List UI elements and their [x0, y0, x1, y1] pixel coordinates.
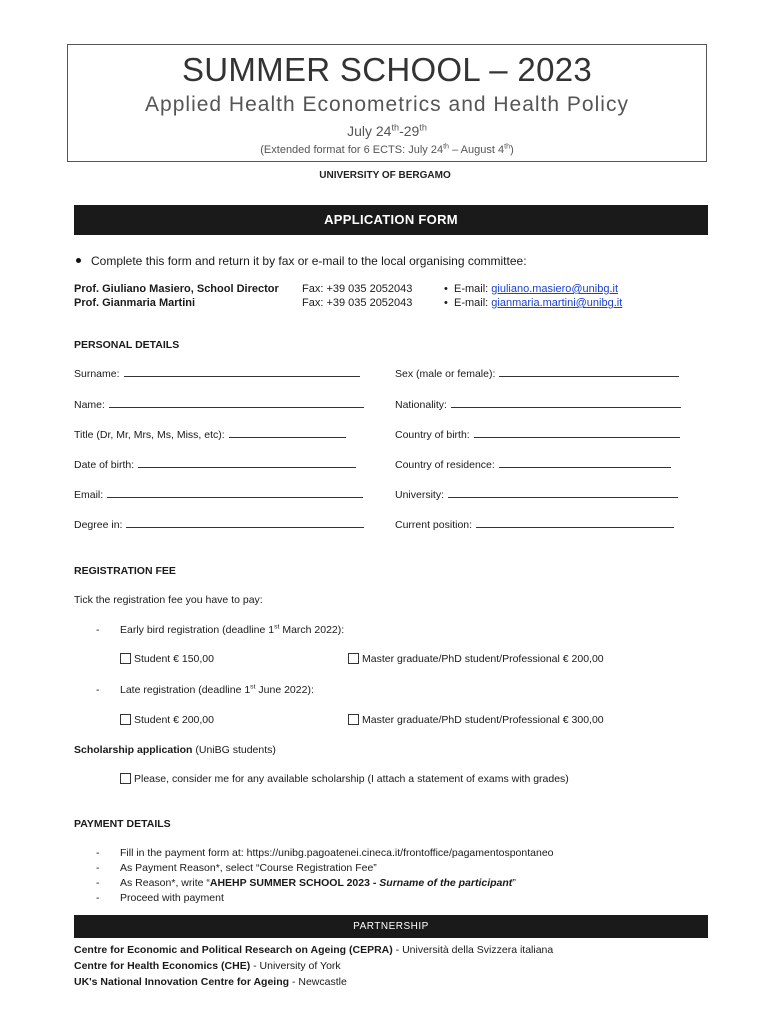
contact-email: • E-mail: gianmaria.martini@unibg.it — [444, 297, 623, 309]
school-dates: July 24th-29th — [347, 122, 427, 139]
surname-field[interactable]: Surname: — [74, 367, 360, 380]
university-name: UNIVERSITY OF BERGAMO — [319, 170, 451, 181]
contact-fax: Fax: +39 035 2052043 — [302, 297, 413, 309]
bullet-icon — [76, 258, 81, 263]
header-box — [67, 44, 707, 162]
early-student-checkbox[interactable]: Student € 150,00 — [120, 653, 214, 665]
scholarship-checkbox[interactable]: Please, consider me for any available scholarship (I attach a statement of exams with grades) — [120, 773, 569, 785]
current-position-field[interactable]: Current position: — [395, 518, 674, 531]
checkbox-icon[interactable] — [120, 773, 131, 784]
payment-step: - As Payment Reason*, select “Course Registration Fee” — [96, 862, 377, 874]
country-of-birth-field[interactable]: Country of birth: — [395, 428, 680, 441]
title-field[interactable]: Title (Dr, Mr, Mrs, Ms, Miss, etc): — [74, 428, 346, 441]
checkbox-icon[interactable] — [120, 653, 131, 664]
early-master-checkbox[interactable]: Master graduate/PhD student/Professional € 200,00 — [348, 653, 604, 665]
partner-item: Centre for Health Economics (CHE) - University of York — [74, 960, 341, 972]
late-master-checkbox[interactable]: Master graduate/PhD student/Professional € 300,00 — [348, 714, 604, 726]
late-registration-label: - Late registration (deadline 1st June 2022): — [96, 683, 314, 696]
contact-name: Prof. Gianmaria Martini — [74, 297, 196, 309]
contact-name: Prof. Giuliano Masiero, School Director — [74, 283, 279, 295]
contact-fax: Fax: +39 035 2052043 — [302, 283, 413, 295]
name-field[interactable]: Name: — [74, 398, 364, 411]
personal-details-heading: PERSONAL DETAILS — [74, 339, 180, 351]
page-subtitle: Applied Health Econometrics and Health Policy — [145, 93, 629, 116]
partner-item: Centre for Economic and Political Research on Ageing (CEPRA) - Università della Svizzera italiana — [74, 944, 554, 956]
checkbox-icon[interactable] — [120, 714, 131, 725]
checkbox-icon[interactable] — [348, 653, 359, 664]
instruction-text: Complete this form and return it by fax or e-mail to the local organising committee: — [74, 254, 527, 268]
partner-item: UK's National Innovation Centre for Ageing - Newcastle — [74, 976, 347, 988]
date-of-birth-field[interactable]: Date of birth: — [74, 458, 356, 471]
university-field[interactable]: University: — [395, 488, 678, 501]
tick-instruction: Tick the registration fee you have to pay: — [74, 594, 263, 606]
partnership-banner: PARTNERSHIP — [74, 915, 708, 938]
payment-step: - As Reason*, write “AHEHP SUMMER SCHOOL 2023 - Surname of the participant” — [96, 877, 516, 889]
degree-field[interactable]: Degree in: — [74, 518, 364, 531]
application-form-banner: APPLICATION FORM — [74, 205, 708, 235]
checkbox-icon[interactable] — [348, 714, 359, 725]
payment-step: - Proceed with payment — [96, 892, 224, 904]
registration-fee-heading: REGISTRATION FEE — [74, 565, 176, 577]
email-field[interactable]: Email: — [74, 488, 363, 501]
scholarship-heading: Scholarship application (UniBG students) — [74, 744, 276, 756]
payment-step: - Fill in the payment form at: https://unibg.pagoatenei.cineca.it/frontoffice/pagamentospontaneo — [96, 847, 554, 859]
early-bird-label: - Early bird registration (deadline 1st March 2022): — [96, 623, 345, 636]
email-link[interactable]: gianmaria.martini@unibg.it — [491, 297, 623, 309]
email-link[interactable]: giuliano.masiero@unibg.it — [491, 283, 619, 295]
page-title: SUMMER SCHOOL – 2023 — [181, 51, 593, 88]
late-student-checkbox[interactable]: Student € 200,00 — [120, 714, 214, 726]
sex-field[interactable]: Sex (male or female): — [395, 367, 679, 380]
extended-format-dates: (Extended format for 6 ECTS: July 24th – August 4th) — [260, 142, 514, 156]
nationality-field[interactable]: Nationality: — [395, 398, 681, 411]
payment-details-heading: PAYMENT DETAILS — [74, 818, 171, 830]
contact-email: • E-mail: giuliano.masiero@unibg.it — [444, 283, 619, 295]
country-of-residence-field[interactable]: Country of residence: — [395, 458, 671, 471]
